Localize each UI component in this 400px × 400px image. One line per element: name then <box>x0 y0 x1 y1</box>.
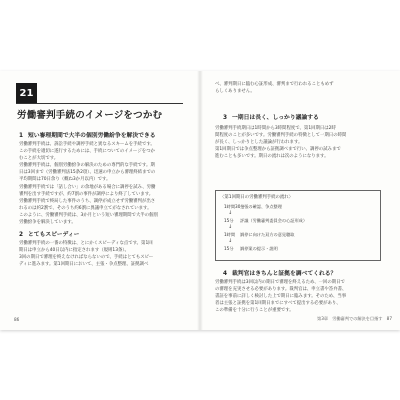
section-4-number: 4 <box>223 271 228 277</box>
hearing-flow-step-3 <box>224 232 294 238</box>
arrow-down-icon: ↓ <box>228 210 233 216</box>
text-line: 労働審判手続は、訴訟手続や調停手続と異なるスキームを手続です。 <box>19 142 155 147</box>
section-1-heading <box>19 130 156 139</box>
text-line: この手続を適切に遂行するためには、手続についてのイメージをつか <box>19 149 155 155</box>
hearing-flow-step-2 <box>224 218 307 224</box>
arrow-down-icon: ↓ <box>228 224 233 230</box>
page-number-left: 86 <box>14 317 20 322</box>
section-2-title: とてもスピーディー <box>28 232 80 238</box>
chapter-rule <box>16 103 183 104</box>
page-number-right: 第3章 労働審判での解決を目指す 87 <box>317 316 392 321</box>
text-line: 審判を出す手続ですが、約7割の事件が調停により終了しています。 <box>19 191 154 197</box>
text-line: 労働審判手続期日は1時間から3時間程度で、第1回期日は2時 <box>215 126 336 131</box>
text-line: 間程度のことが多いです。労働審判手続の特徴として一期日の時間 <box>215 133 347 139</box>
section-1-title: 短い審理期間で大半の個別労働紛争を解決できる <box>28 133 156 139</box>
step-3-text: 調停に向けた双方の意見聴取 <box>240 232 295 237</box>
open-book-spread <box>0 71 400 330</box>
text-line: 平均期間は70日余り（概ね3か月以内）です。 <box>19 177 111 183</box>
step-3-time: 1時間 <box>224 232 236 237</box>
text-line: 労働審判手続で終局した事件のうち、調停が成立せず労働審判が出さ <box>19 198 156 204</box>
text-line: 第1回期日では争点整理から証拠調べまで行い、調停の試みまで <box>215 147 341 153</box>
chapter-number-badge: 21 <box>16 83 37 103</box>
step-1-text: 主張の確認、争点整理 <box>240 204 282 209</box>
hearing-flow-step-4 <box>224 246 278 252</box>
section-3-body <box>215 125 387 160</box>
hearing-flow-title: 〈第1回期日の労働審判手続の流れ〉 <box>220 195 294 200</box>
right-page <box>201 71 400 330</box>
text-line: この準備を十分に行うことが重要です。 <box>215 308 294 314</box>
text-line: べ、審判期日に臨む心証形成、審判まで行われることもめず <box>215 82 334 87</box>
text-line: らしくありません。 <box>215 89 255 95</box>
text-line: ディに進みます。第1回期日において、主張・争点整理、証拠調べ <box>19 262 149 268</box>
text-line: むことが大切です。 <box>19 156 59 162</box>
section-2-heading <box>19 229 79 238</box>
section-4-title: 裁判官はきちんと証拠を調べてくれる？ <box>232 271 337 277</box>
text-line: 労働紛争を解決しています。 <box>19 220 76 226</box>
step-2-text: 評議（労働審判委員会の心証形成） <box>240 218 308 223</box>
section-3-number: 3 <box>223 115 228 121</box>
step-1-time: 1時間30分 <box>224 204 245 209</box>
text-line: 進むことも多いです。期日の流れは次のようになります。 <box>215 154 329 160</box>
section-4-body <box>215 279 387 314</box>
text-line: 期日は申立から40日以内に指定されます（規則13条）。 <box>19 248 129 254</box>
text-line: 日は3回まで（労働審判法15条2項）、迅速の申立から審理終結までの <box>19 170 156 176</box>
section-2-body <box>19 240 184 268</box>
text-line: このように、労働審判手続は、3か月という短い審理期間で大半の個別 <box>19 212 158 218</box>
text-line: 労働審判手続は、個別労働紛争の解決のための専門的な手続です。期 <box>19 163 155 169</box>
step-4-text: 調停案の提示・説明 <box>240 246 278 251</box>
section-3-heading <box>223 112 319 121</box>
text-line: 労働審判手続は3回以内の期日で審理を終えるため、一回の期日で <box>215 280 345 285</box>
left-page <box>0 71 199 330</box>
arrow-down-icon: ↓ <box>228 238 233 244</box>
section-1-body <box>19 141 184 226</box>
section-1-number: 1 <box>19 133 24 139</box>
chapter-title: 労働審判手続のイメージをつかむ <box>17 110 163 121</box>
text-line: の審理を充実させる必要があります。裁判官は、申立書や答弁書、 <box>215 287 347 293</box>
text-line: 3回の期日で審理を終えなければならないので、手続はとてもスピー <box>19 255 154 261</box>
text-line: れるのは約2割で、そのうち約6割に異議申立てがなされています。 <box>19 205 152 211</box>
continued-text <box>215 81 387 95</box>
step-4-time: 15分 <box>224 246 234 251</box>
text-line: 労働審判手続の一番の特徴は、とにかくスピーディな点です。第1回 <box>19 241 153 246</box>
text-line: が長く、しっかりとした議論が行われます。 <box>215 140 303 146</box>
hearing-flow-step-1 <box>224 204 282 210</box>
section-3-title: 一期日は長く、しっかり議論する <box>232 115 319 121</box>
text-line: 書証を事前に詳しく検討した上で期日に臨みます。そのため、当事 <box>215 294 347 300</box>
text-line: 労働審判手続では「話し合い」の余地がある場合に調停を試み、労働 <box>19 184 156 190</box>
text-line: 者は主張と証拠を第1回期日までにすべて提出する必要があり、 <box>215 301 341 307</box>
section-2-number: 2 <box>19 232 24 238</box>
hearing-flow-box <box>215 190 381 261</box>
step-2-time: 15分 <box>224 218 234 223</box>
section-4-heading <box>223 268 336 277</box>
